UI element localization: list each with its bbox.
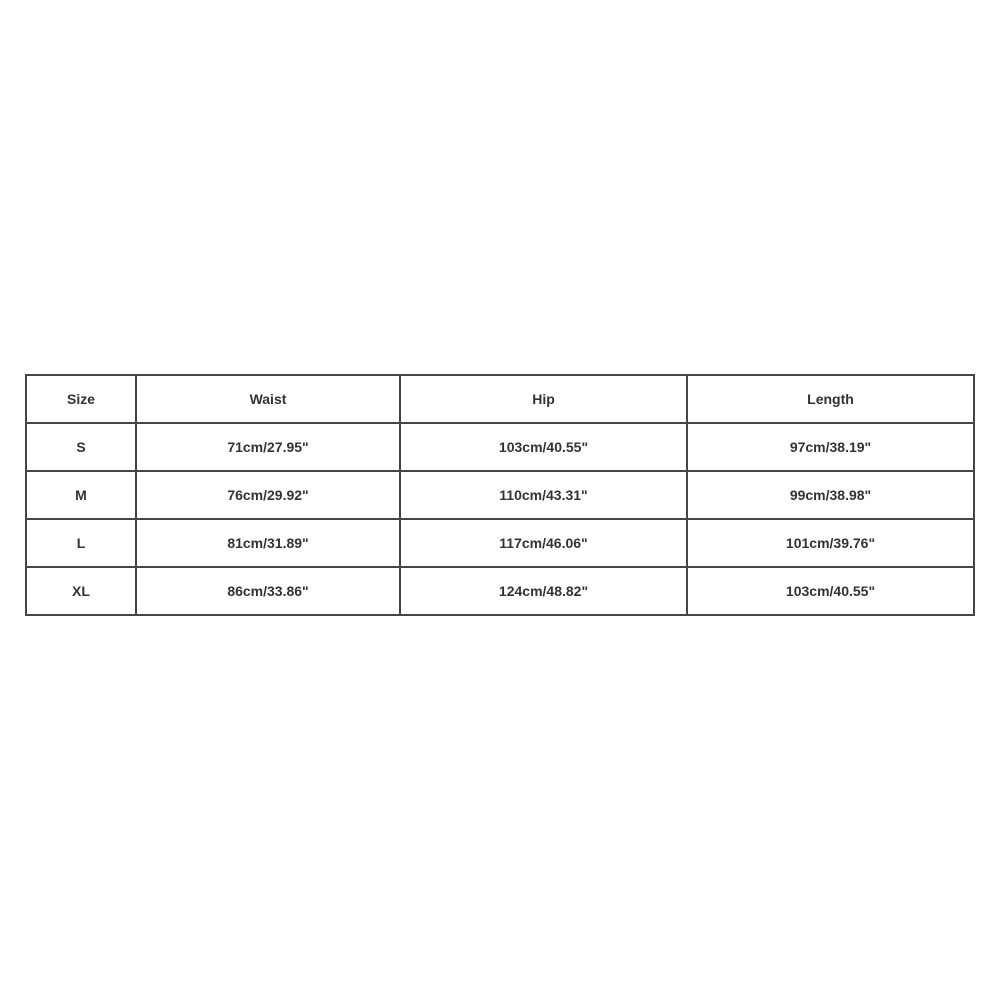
- table-row: [26, 519, 974, 567]
- length-cell: 97cm/38.19": [687, 423, 974, 471]
- header-cell-waist: Waist: [136, 375, 400, 423]
- header-cell-length: Length: [687, 375, 974, 423]
- header-row: [26, 375, 974, 423]
- hip-cell: 110cm/43.31": [400, 471, 687, 519]
- waist-cell: 86cm/33.86": [136, 567, 400, 615]
- waist-cell: 81cm/31.89": [136, 519, 400, 567]
- table-row: [26, 471, 974, 519]
- size-cell: XL: [26, 567, 136, 615]
- size-cell: S: [26, 423, 136, 471]
- size-cell: M: [26, 471, 136, 519]
- hip-cell: 124cm/48.82": [400, 567, 687, 615]
- waist-cell: 71cm/27.95": [136, 423, 400, 471]
- size-cell: L: [26, 519, 136, 567]
- table-row: [26, 567, 974, 615]
- header-cell-hip: Hip: [400, 375, 687, 423]
- size-chart-table: [25, 374, 975, 616]
- length-cell: 103cm/40.55": [687, 567, 974, 615]
- table-row: [26, 423, 974, 471]
- table-body: [26, 423, 974, 615]
- length-cell: 101cm/39.76": [687, 519, 974, 567]
- length-cell: 99cm/38.98": [687, 471, 974, 519]
- waist-cell: 76cm/29.92": [136, 471, 400, 519]
- hip-cell: 117cm/46.06": [400, 519, 687, 567]
- hip-cell: 103cm/40.55": [400, 423, 687, 471]
- table-header: [26, 375, 974, 423]
- header-cell-size: Size: [26, 375, 136, 423]
